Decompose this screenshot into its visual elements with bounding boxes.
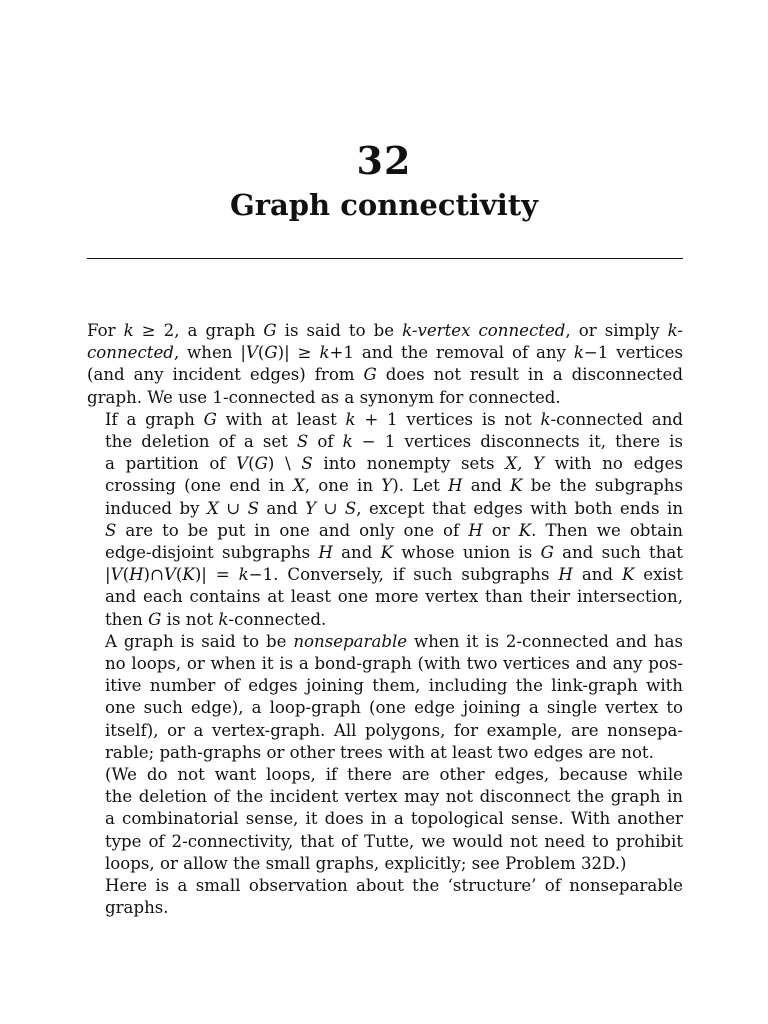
text-run: and such that xyxy=(553,543,683,563)
text-run: no loops, or when it is a bond-graph (with two vertices and any pos- xyxy=(105,654,683,674)
text-line xyxy=(87,409,683,431)
text-run: into nonempty sets xyxy=(312,454,506,474)
math-or-emphasis: S xyxy=(247,498,259,518)
math-or-emphasis: k xyxy=(342,432,353,452)
text-run: are to be put in one and only one of xyxy=(116,520,469,540)
paragraph xyxy=(87,764,683,875)
text-run: loops, or allow the small graphs, explicitly; see Problem 32D.) xyxy=(105,853,627,873)
math-or-emphasis: connected xyxy=(87,343,174,363)
text-line xyxy=(87,586,683,608)
math-or-emphasis: X, Y xyxy=(505,454,544,474)
text-run: ). Let xyxy=(392,476,448,496)
math-or-emphasis: H xyxy=(468,520,483,540)
text-run: . Then we obtain xyxy=(531,520,683,540)
math-or-emphasis: K xyxy=(380,543,394,563)
text-run: induced by xyxy=(105,498,207,518)
text-line xyxy=(87,831,683,853)
text-line xyxy=(87,764,683,786)
math-or-emphasis: k xyxy=(573,343,584,363)
text-line xyxy=(87,564,683,586)
text-line xyxy=(87,475,683,497)
text-line xyxy=(87,720,683,742)
text-run: )| = xyxy=(194,565,239,585)
math-or-emphasis: k xyxy=(123,321,134,340)
text-run: exist xyxy=(634,565,683,585)
math-or-emphasis: H xyxy=(447,476,463,496)
text-line xyxy=(87,520,683,542)
text-run: when it is 2-connected and has xyxy=(407,631,683,651)
math-or-emphasis: H xyxy=(558,565,573,585)
text-run: crossing (one end in xyxy=(105,476,293,496)
math-or-emphasis: k xyxy=(345,409,356,429)
text-run: , one in xyxy=(304,476,382,496)
text-run: be the subgraphs xyxy=(522,476,684,496)
text-run: type of 2-connectivity, that of Tutte, we would not need to prohibit xyxy=(105,831,683,851)
text-run: a partition of xyxy=(105,454,237,474)
math-or-emphasis: K xyxy=(518,520,532,540)
math-or-emphasis: G xyxy=(263,321,277,340)
text-run: +1 and the removal of any xyxy=(329,343,574,363)
paragraph xyxy=(87,631,683,764)
text-run: Here is a small observation about the ‘structure’ of nonseparable xyxy=(105,876,683,896)
math-or-emphasis: S xyxy=(296,432,309,452)
text-run: −1. Conversely, if such subgraphs xyxy=(248,565,559,585)
text-line xyxy=(87,875,683,897)
math-or-emphasis: k-vertex connected xyxy=(402,321,566,340)
math-or-emphasis: G xyxy=(203,409,217,429)
text-line xyxy=(87,387,683,409)
math-or-emphasis: V xyxy=(163,565,176,585)
text-line xyxy=(87,631,683,653)
text-run: the deletion of the incident vertex may not disconnect the graph in xyxy=(105,787,683,807)
text-run: rable; path-graphs or other trees with at least two edges are not. xyxy=(105,742,654,762)
text-run: ( xyxy=(175,565,183,585)
text-line xyxy=(87,609,683,631)
text-line xyxy=(87,786,683,808)
text-line xyxy=(87,653,683,675)
math-or-emphasis: S xyxy=(301,454,313,474)
math-or-emphasis: X xyxy=(292,476,305,496)
text-run: If a graph xyxy=(105,409,204,429)
text-run: ( xyxy=(122,565,130,585)
text-run: with at least xyxy=(216,409,346,429)
text-line xyxy=(87,742,683,764)
math-or-emphasis: G xyxy=(363,365,377,385)
math-or-emphasis: K xyxy=(182,565,195,585)
math-or-emphasis: K xyxy=(510,476,523,496)
text-run: ∪ xyxy=(218,498,248,518)
math-or-emphasis: V xyxy=(110,565,123,585)
paragraph xyxy=(87,320,683,409)
text-run: the deletion of a set xyxy=(105,432,297,452)
text-run: and xyxy=(572,565,622,585)
text-run: A graph is said to be xyxy=(105,631,294,651)
text-run: and xyxy=(332,543,381,563)
text-line xyxy=(87,808,683,830)
text-run: , except that edges with both ends in xyxy=(356,498,684,518)
text-run: and xyxy=(462,476,511,496)
math-or-emphasis: H xyxy=(129,565,144,585)
body-text xyxy=(87,320,683,919)
text-run: whose union is xyxy=(393,543,541,563)
text-run: )| ≥ xyxy=(277,343,320,363)
text-run: , when | xyxy=(173,343,246,363)
text-run: )∩ xyxy=(143,565,164,585)
text-run: ) \ xyxy=(267,454,302,474)
text-run: a combinatorial sense, it does in a topological sense. With another xyxy=(105,809,683,829)
chapter-number: 32 xyxy=(356,138,412,183)
math-or-emphasis: k xyxy=(218,609,229,629)
math-or-emphasis: G xyxy=(264,343,278,363)
text-run: graph. We use 1-connected as a synonym for connected. xyxy=(87,387,561,407)
text-line xyxy=(87,453,683,475)
text-line xyxy=(87,542,683,564)
math-or-emphasis: Y xyxy=(305,498,317,518)
chapter-title: Graph connectivity xyxy=(229,188,539,222)
math-or-emphasis: k xyxy=(238,565,249,585)
text-run: (and any incident edges) from xyxy=(87,365,364,385)
text-line xyxy=(87,697,683,719)
math-or-emphasis: H xyxy=(318,543,333,563)
text-run: with no edges xyxy=(543,454,683,474)
text-run: + 1 vertices is not xyxy=(355,409,541,429)
math-or-emphasis: V xyxy=(245,343,258,363)
math-or-emphasis: G xyxy=(254,454,268,474)
text-run: does not result in a disconnected xyxy=(376,365,683,385)
text-run: −1 vertices xyxy=(583,343,683,363)
title-rule xyxy=(87,258,683,259)
math-or-emphasis: nonseparable xyxy=(293,631,408,651)
text-run: − 1 vertices disconnects it, there is xyxy=(352,432,683,452)
text-run: -connected. xyxy=(228,609,327,629)
text-run: , or simply xyxy=(565,321,668,340)
text-run: is said to be xyxy=(276,321,403,340)
text-run: itive number of edges joining them, including the link-graph with xyxy=(105,676,683,696)
text-run: | xyxy=(105,565,111,585)
math-or-emphasis: k xyxy=(319,343,330,363)
math-or-emphasis: k- xyxy=(667,321,683,340)
math-or-emphasis: S xyxy=(105,520,117,540)
text-run: one such edge), a loop-graph (one edge joining a single vertex to xyxy=(105,698,683,718)
text-run: and each contains at least one more vertex than their intersection, xyxy=(105,587,683,607)
text-line xyxy=(87,897,683,919)
text-run: or xyxy=(482,520,519,540)
text-run: ( xyxy=(257,343,265,363)
text-run: ≥ 2, a graph xyxy=(133,321,264,340)
text-run: edge-disjoint subgraphs xyxy=(105,543,319,563)
text-line xyxy=(87,364,683,386)
text-run: is not xyxy=(161,609,219,629)
text-line xyxy=(87,342,683,364)
text-run: ( xyxy=(248,454,255,474)
math-or-emphasis: Y xyxy=(381,476,393,496)
text-line xyxy=(87,675,683,697)
math-or-emphasis: S xyxy=(344,498,357,518)
text-run: (We do not want loops, if there are other edges, because while xyxy=(105,765,683,785)
paragraph xyxy=(87,875,683,919)
text-run: of xyxy=(308,432,343,452)
text-line xyxy=(87,320,683,342)
text-line xyxy=(87,853,683,875)
text-run: For xyxy=(87,321,124,340)
math-or-emphasis: V xyxy=(236,454,249,474)
math-or-emphasis: k xyxy=(540,409,551,429)
text-line xyxy=(87,431,683,453)
text-run: -connected and xyxy=(550,409,684,429)
math-or-emphasis: X xyxy=(206,498,219,518)
text-run: then xyxy=(105,609,149,629)
text-run: ∪ xyxy=(316,498,345,518)
text-line xyxy=(87,498,683,520)
paragraph xyxy=(87,409,683,631)
text-run: and xyxy=(258,498,306,518)
math-or-emphasis: G xyxy=(540,543,554,563)
text-run: itself), or a vertex-graph. All polygons, for example, are nonsepa- xyxy=(105,720,683,740)
math-or-emphasis: G xyxy=(148,609,162,629)
text-run: graphs. xyxy=(105,898,169,918)
math-or-emphasis: K xyxy=(621,565,635,585)
